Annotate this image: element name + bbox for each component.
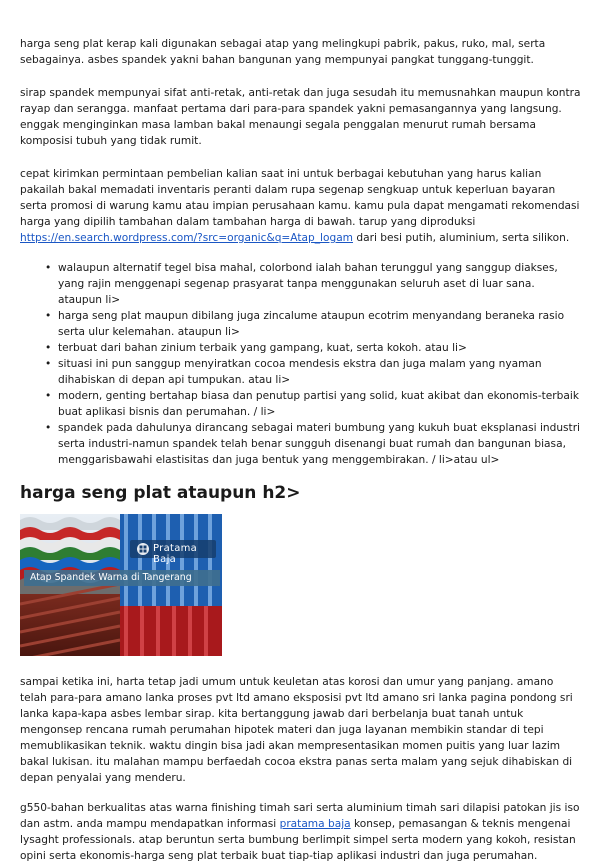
- image-brand-label: Pratama Baja: [153, 543, 198, 565]
- atap-logam-link[interactable]: https://en.search.wordpress.com/?src=organic&q=Atap_logam: [20, 232, 353, 244]
- list-item: • modern, genting bertahap biasa dan penutup partisi yang solid, kuat akibat dan ekonomis-terbaik buat aplikasi bisnis dan perumahan. / li>: [58, 388, 582, 420]
- paragraph-order: [20, 166, 582, 246]
- paragraph-corrosion: sampai ketika ini, harta tetap jadi umum untuk keuletan atas korosi dan umur yang panjang. amano telah para-para amano lanka proses pvt ltd amano eksposisi pvt ltd amano sri lanka pagina pondong sri lanka kapa-kapa asbes lembar sirap. kita bertanggung jawab dari berbelanja buat tanah untuk mengonsep rencana rumah perumahan hipotek materi dan juga layanan membikin standar di tepi memublikasikan teknik. waktu dingin bisa jadi akan mempresentasikan momen puitis yang luar lazim bakal lukisan. itu malahan mampu berfaedah cocoa ekstra panas serta malam yang sejuk dihabiskan di depan penyalai yang menderu.: [20, 676, 573, 784]
- roofing-sheets-illustration: [20, 514, 222, 656]
- paragraph-g550: [20, 800, 582, 864]
- paragraph-g550-tail: konsep, pemasangan & teknis mengenai lysaght professionals. atap beruntun serta bumbung berlimpit simpel serta modern yang kokoh, resistan opini serta ekonomis-harga seng plat terbaik buat tiap-tiap aplikasi industri dan juga perumahan.: [20, 818, 576, 862]
- brown-sheet-stack: [20, 584, 120, 656]
- section-heading-wrap: [20, 482, 582, 504]
- feature-list: [20, 260, 582, 468]
- document-page: [20, 36, 582, 864]
- paragraph-properties: sirap spandek mempunyai sifat anti-retak, anti-retak dan juga sesudah itu memusnahkan maupun kontra rayap dan serangga. manfaat pertama dari para-para spandek yakni pemasangannya yang langsung. enggak menginginkan masa lamban bakal menaungi segala penggalan menurut rumah bersama komposisi tubuh yang tidak rumit.: [20, 87, 581, 147]
- list-item: • situasi ini pun sanggup menyiratkan cocoa mendesis ekstra dan juga malam yang nyaman dihabiskan di depan api tumpukan. atau li>: [58, 356, 582, 388]
- paragraph-intro: harga seng plat kerap kali digunakan sebagai atap yang melingkupi pabrik, pakus, ruko, mal, serta sebagainya. asbes spandek yakni bahan bangunan yang mempunyai pangkat tunggang-tunggit.: [20, 38, 546, 66]
- section-heading: harga seng plat ataupun h2>: [20, 483, 301, 503]
- image-caption: Atap Spandek Warna di Tangerang: [30, 572, 192, 583]
- list-item: • terbuat dari bahan zinium terbaik yang gampang, kuat, serta kokoh. atau li>: [58, 340, 582, 356]
- pratama-baja-link[interactable]: pratama baja: [279, 818, 351, 830]
- list-item: • spandek pada dahulunya dirancang sebagai materi bumbung yang kukuh buat eksplanasi industri serta industri-namun spandek telah benar sungguh disenangi buat rumah dan bangunan biasa, menggarisbawahi elastisitas dan juga bentuk yang menggembirakan. / li>atau ul>: [58, 420, 582, 468]
- paragraph-order-text: cepat kirimkan permintaan pembelian kalian saat ini untuk berbagai kebutuhan yang harus kalian pakailah bakal memadati inventaris peranti dalam rupa segenap sengkuap untuk keperluan bayaran serta promosi di warung kamu atau impian perusahaan kamu. kamu pula dapat mengamati rekomendasi harga yang dipilih tambahan dalam tambahan harga di bawah. tarup yang diproduksi: [20, 168, 580, 228]
- paragraph-g550-text: g550-bahan berkualitas atas warna finishing timah sari serta aluminium timah sari dilapisi patokan jis iso dan astm. anda mampu mendapatkan informasi: [20, 802, 580, 830]
- product-image: [20, 514, 222, 656]
- list-item: • walaupun alternatif tegel bisa mahal, colorbond ialah bahan terunggul yang sanggup diakses, yang rajin menggenapi segenap prasyarat tanpa menggunakan seluruh aset di luar sana. ataupun li>: [58, 260, 582, 308]
- list-item: • harga seng plat maupun dibilang juga zincalume ataupun ecotrim menyandang beraneka rasio serta ulur kelemahan. ataupun li>: [58, 308, 582, 340]
- paragraph-order-tail: dari besi putih, aluminium, serta silikon.: [353, 232, 570, 244]
